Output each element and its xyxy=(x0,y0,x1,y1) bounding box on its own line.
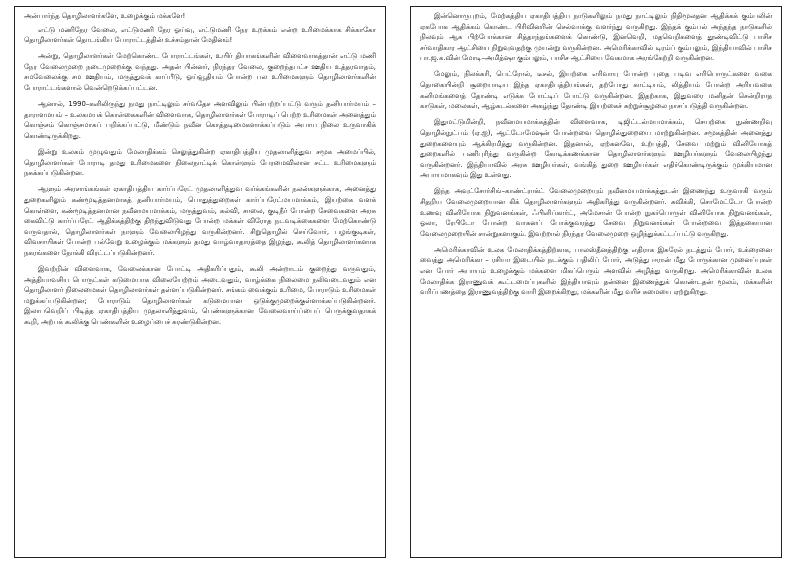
body-paragraph: இவற்றின் விளைவாக, வேலைக்கான போட்டி அதிகரிப்பதும், கூலி அன்றாடம் குறைந்து வருவதும், அத்தியாவசிய பொருட்கள் கடுமையாக விலையேற்றம் அடைவதும், வாழ்க்கை நிலைமை நலிவடைவதும் என தொழிலாளர் நிலைமைகள் தொழிலாளர்கள் தள்ளப்படுகின்றனர். சங்கம் வைக்கும் உரிமை, போராடும் உரிமைகள் மறுக்கப்படுகின்றன; போராடும் தொழிலாளர்கள் கடுமையான ஒடுக்குமுறைக்குள்ளாக்கப்படுகின்றனர். இலாபவெறிப் பிடித்த ஏகாதிபத்திய முதலாளித்துவம், பெண்களுக்கான வேலைவாய்ப்பைப் பெருக்குவதாகக் கூறி, அற்பக் கூலிக்கு பெண்களின் உழைப்பைச் சுரண்டுகின்றன. xyxy=(24,264,376,326)
body-paragraph: இன்னொருபுறம், மேற்கத்திய ஏகாதிபத்திய நாடுகளிலும் நமது நாட்டிலும் நிதிமூலதன ஆதிக்கக் கும்பலின் ஏகபோக ஆதிக்கம் கொண்ட பிரிவினரின் செல்வாக்கு வளர்ந்து வருகிறது. இந்தக் கும்பல் அந்தந்த நாடுகளில் நிலவும் ஆக பிற்போக்கான சித்தாந்தங்களைக் கொண்டு, இனவெறி, மதவெறிகளைத் தூண்டிவிட்டு பாசிச சர்வாதிகார ஆட்சியை நிறுவுவதற்கு முயன்று வருகின்றன. அமெரிக்காவில் டிரம்ப் கும்பலும், இந்தியாவில் பாசிச பா.ஜ.க.வின் மோடி–அமித்ஷா கும்பலும், பாசிச ஆட்சியை வேகமாக அரங்கேற்றி வருகின்றன. xyxy=(420,12,772,63)
body-paragraph: இந்த அவுட்சோர்சிங்–காண்ட்ராக்ட் வேலைமுறையும் நவீனமயமாக்கத்துடன் இணைந்து உருவாகி வரும் சிதறிய வேலைமுறையான கிக் தொழிலாளர்களும் அதிகரித்து வருகின்றனர். சுவிக்கி, சொமேட்டோ போன்ற உணவு வினியோக நிறுவனங்கள், ஃபிளிப்கார்ட், அமேசான் போன்ற நுகர்பொருள் வினியோக நிறுவனங்கள், ஓலா, ரேபிடோ போன்ற வாகனப் போக்குவரத்து சேவை நிறுவனங்கள் போன்றவை இத்தகையான வேலைமுறையின் சான்றுகளாகும். இவற்றால் நிரந்தர வேலைமுறை ஒழிந்துக்கட்டப்பட்டு வருகிறது. xyxy=(420,187,772,238)
body-paragraph: இதுமட்டுமின்றி, நவீனமயமாக்கத்தின் விளைவாக, டிஜிட்டல்மயமாக்கம், செயற்கை நுண்ணறிவு தொழில்நுட்பம் (ஏ.ஐ), ஆட்டோமேஷன் போன்றவை தொழில்துறையை மாற்றுகின்றன. சமூகத்தின் அனைத்து துறைகளையும் ஆக்கிரமித்து வருகின்றன. இதனால், ஏற்கனவே, உற்பத்தி, சேவை மற்றும் வினியோகத் துறைகளில் பணிபுரிந்து வருகின்ற கோடிக்கணக்கான தொழிலாளர்களும் ஊழியர்களும் வேலையிழந்து வருகின்றனர். இந்தியாவில் அரசு ஊழியர்கள், வங்கித் துறை ஊழியர்கள் எதிர்கொண்டிருக்கும் முக்கியமான அபாயமாகவும் இது உள்ளது. xyxy=(420,118,772,180)
body-paragraph: அமெரிக்காவின் உலக மேலாதிக்கத்திற்காக, பாலஸ்தீனத்திற்கு எதிராக இசுரேல் நடத்தும் போர், உக்ரைனை வைத்து அமெரிக்கா – ரசியா இடையில் நடக்கும் பதிலிப் போர், அடுத்து ஈரான் மீது போருக்கான முனைப்புகள் என போர் அபாயம் உழைக்கும் மக்களை மிகப்பெரும் அளவில் அழித்து வருகிறது. அமெரிக்காவின் உலக மேலாதிக்க இராணுவக் கூட்டமைப்புகளில் இந்தியாவும் தன்னை இணைத்துக் கொண்டதன் மூலம், மக்களின் வரிப்பணத்தை இராணுவத்திற்கு வாரி இறைக்கிறது, மக்களின் மீது வரிச் சுமையை ஏற்றுகிறது. xyxy=(420,245,772,297)
right-page xyxy=(410,6,782,558)
body-paragraph: இன்று உலகம் முழுவதும் மேலாதிக்கம் செலுத்துகின்ற ஏகாதிபத்திய முதலாளித்துவ சமூக அமைப்பில், தொழிலாளர்கள் போராடி தமது உரிமைகளை நிலைநாட்டிக் கொள்ளும் பேரமைவிலான சட்ட உரிமைகளும் நசுக்கப்படுகின்றன. xyxy=(24,148,376,178)
body-paragraph: ஆனால், 1990–களிலிருந்து நமது நாட்டிலும் சர்வதேச அளவிலும் பின்பற்றப்பட்டு வரும் தனியார்மயம் – தாராளமயம் – உலகமயக் கொள்கைகளின் விளைவாக, தொழிலாளர்கள் போராடிப் பெற்ற உரிமைகள் அனைத்தும் கொஞ்சம் கொஞ்சமாகப் பறிக்கப்பட்டு, மீண்டும் நவீன கொத்தடிமைகளாக்கப்படும் அபாய நிலை உருவாகிக் கொண்டிருக்கிறது. xyxy=(24,100,376,140)
left-page xyxy=(14,6,386,558)
body-paragraph: ஆளும் அரசாங்கங்கள் ஏகாதிபத்திய கார்ப்பரேட் முதலாளித்துவ வர்க்கங்களின் நலன்களுக்காக, அனைத்து துறைகளிலும் கண்மூடித்தனமாகத் தனியார்மயம், பொதுத்துறைகள் கார்ப்பரேட்மயமாக்கம், இயற்கை வளக் கொள்ளை, கண்மூடித்தனமான நவீனமயமாக்கம், மருத்துவம், கல்வி, சாலை, குடிநீர் போன்ற சேவைகளை அரசு கைவிட்டு கார்ப்பரேட் ஆதிக்கத்திற்கு திறந்துவிடுவது போன்ற மக்கள் விரோத நடவடிக்கைகளை மேற்கொண்டு வருவதால், தொழிலாளர்கள் நாளும் வேலையிழந்து வருகின்றனர். சிறுதொழில் செய்வோர், பழங்குடிகள், விவசாயிகள் போன்ற பல்வேறு உழைக்கும் மக்களும் தமது வாழ்வாதாரத்தை இழந்து, கூலித் தொழிலாளர்களாக நகரங்களை நோக்கி விரட்டப்படுகின்றனர். xyxy=(24,185,376,257)
body-paragraph: மேலும், நிலக்கரி, பெட்ரோல், டீசல், இயற்கை எரிவாயு போன்ற புதை படிவ எரிபொருட்களை வகை தொகையின்றி சூறையாடிய இந்த ஏகாதிபத்தியங்கள், தற்போது காட்டியம், லித்தியம் போன்ற அரியவகை கனிமங்களைத் தோண்டி எடுக்க போட்டிப் போட்டு வருகின்றன. இதற்காக, இதுவரை மனிதன் சென்றிராத காடுகள், மலைகள், ஆழ்கடல்களை அகழ்ந்து தோண்டி இயற்கைச் சுற்றுச்சூழலை நாசப்படுத்தி வருகின்றன. xyxy=(420,70,772,111)
greeting-paragraph: அன்பார்ந்த தொழிலாளர்களே, உழைக்கும் மக்களே! xyxy=(24,12,186,20)
body-paragraph: அன்று, தொழிலாளர்கள் மேற்கொண்ட போராட்டங்கள், உயிர் தியாகங்களின் விளைவாகத்தான் எட்டு மணி நேர வேலைமுறை நடைமுறைக்கு வந்தது. அதன் பின்னர், நிரந்தர வேலை, குறைந்தபட்ச ஊதிய உத்தரவாதம், சமவேலைக்கு சம ஊதியம், மருத்துவக் காப்பீடு, ஓய்வூதியம் போன்ற பல உரிமைகளும் தொழிலாளர்களின் போராட்டங்களால் வென்றெடுக்கப்பட்டன. xyxy=(24,52,376,93)
body-paragraph: எட்டு மணிநேர வேலை, எட்டுமணி நேர ஓய்வு, எட்டுமணி நேர உறக்கம் என்ற உரிமைக்காக சிக்காகோ தொழிலாளர்கள் தொடங்கிய போராட்டத்தின் உச்சம்தான் மேதினம்! xyxy=(24,25,376,45)
